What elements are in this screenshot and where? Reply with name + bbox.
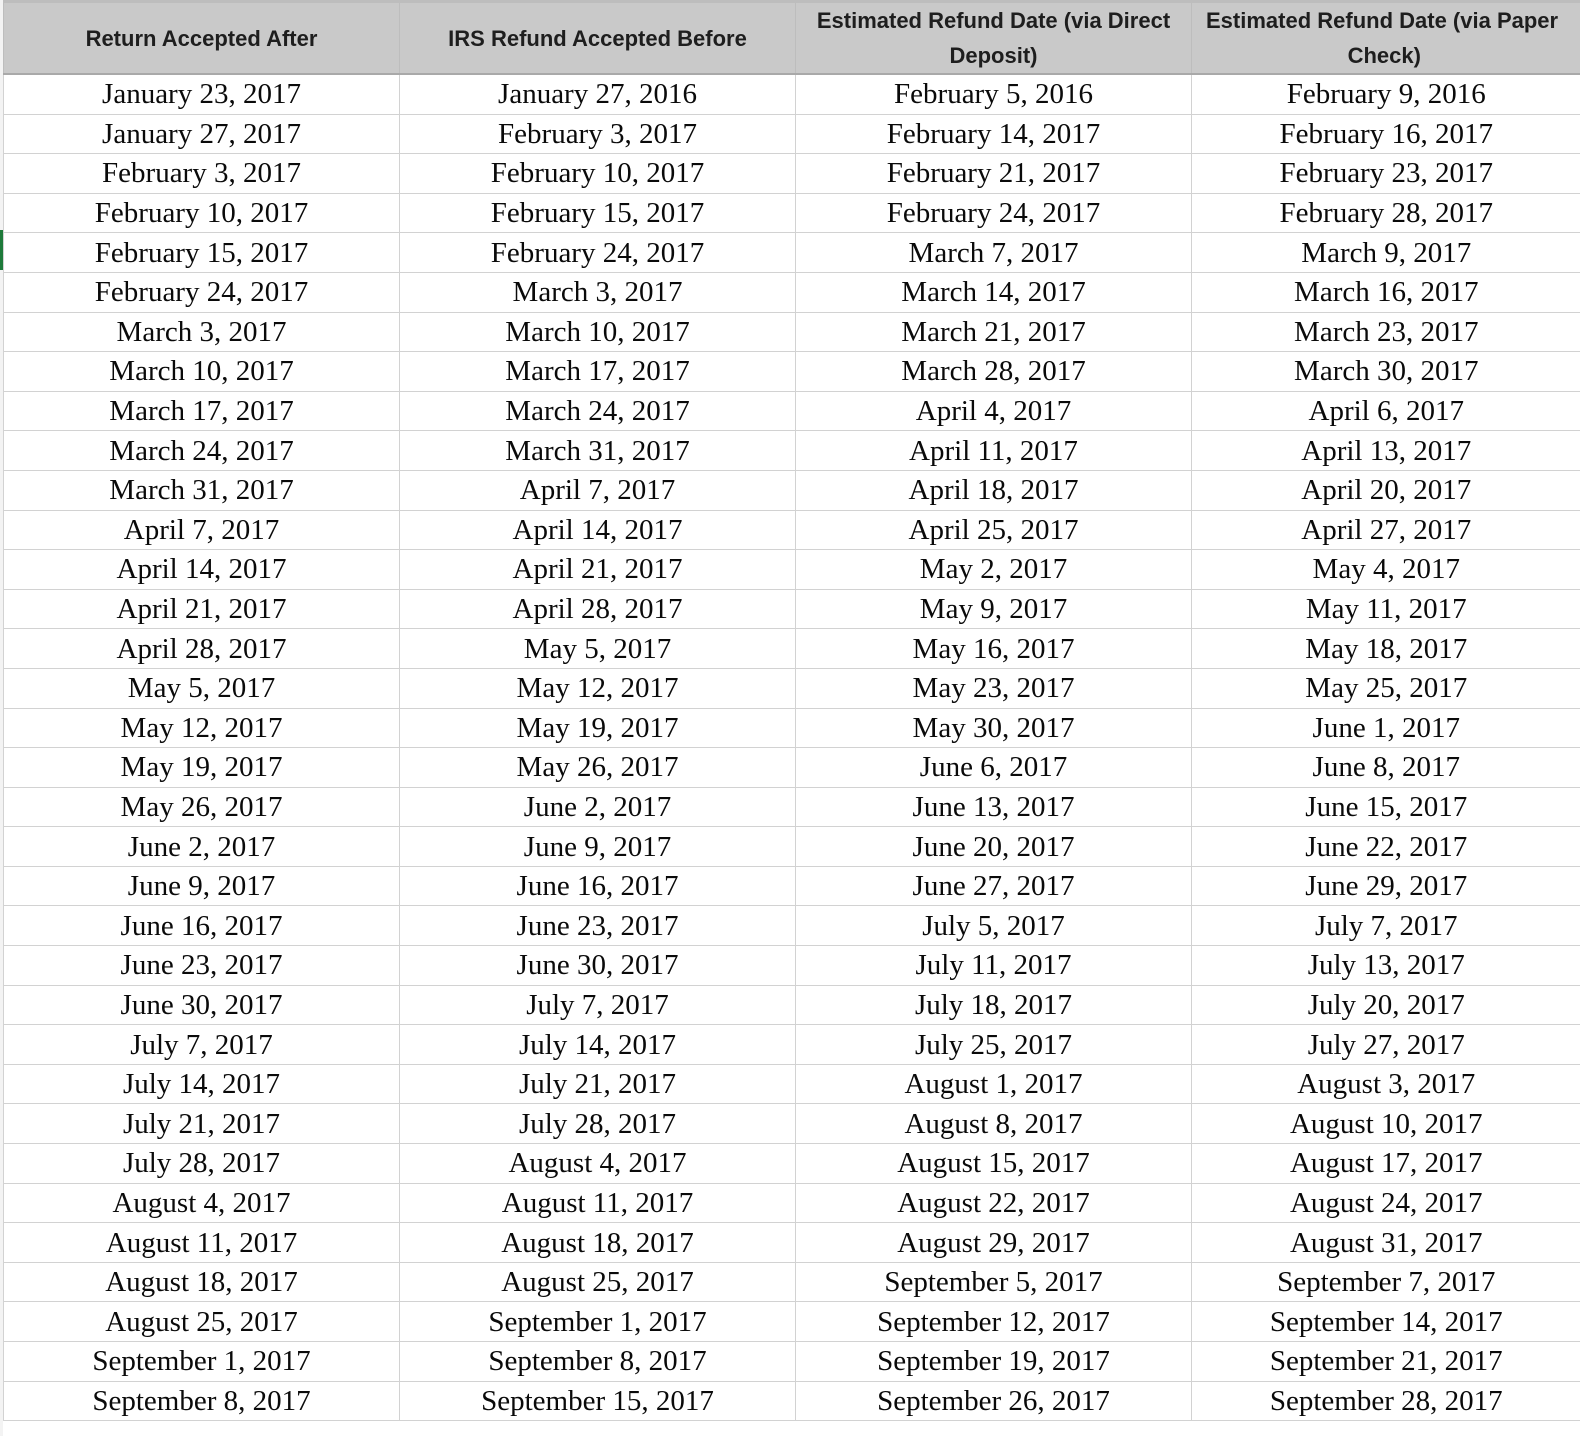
cell-irs-refund-accepted-before[interactable]: March 3, 2017 [400,272,796,312]
cell-return-accepted-after[interactable]: June 9, 2017 [4,866,400,906]
cell-direct-deposit-date[interactable]: September 26, 2017 [796,1381,1192,1421]
cell-direct-deposit-date[interactable]: May 30, 2017 [796,708,1192,748]
cell-paper-check-date[interactable]: August 3, 2017 [1192,1064,1580,1104]
cell-return-accepted-after[interactable]: April 21, 2017 [4,589,400,629]
cell-irs-refund-accepted-before[interactable]: February 10, 2017 [400,154,796,194]
table-row [4,1144,1580,1184]
cell-return-accepted-after[interactable]: July 14, 2017 [4,1064,400,1104]
cell-paper-check-date[interactable]: September 7, 2017 [1192,1262,1580,1302]
cell-paper-check-date[interactable]: July 27, 2017 [1192,1025,1580,1065]
cell-direct-deposit-date[interactable]: September 12, 2017 [796,1302,1192,1342]
table-row [4,1183,1580,1223]
cell-paper-check-date[interactable]: April 20, 2017 [1192,470,1580,510]
cell-return-accepted-after[interactable]: March 17, 2017 [4,391,400,431]
table-row [4,906,1580,946]
cell-paper-check-date[interactable]: March 23, 2017 [1192,312,1580,352]
cell-irs-refund-accepted-before[interactable]: August 18, 2017 [400,1223,796,1263]
table-row [4,866,1580,906]
cell-irs-refund-accepted-before[interactable]: February 24, 2017 [400,233,796,273]
cell-paper-check-date[interactable]: June 22, 2017 [1192,827,1580,867]
cell-return-accepted-after[interactable]: April 14, 2017 [4,550,400,590]
cell-irs-refund-accepted-before[interactable]: July 28, 2017 [400,1104,796,1144]
cell-direct-deposit-date[interactable]: August 1, 2017 [796,1064,1192,1104]
cell-return-accepted-after[interactable]: August 25, 2017 [4,1302,400,1342]
cell-return-accepted-after[interactable]: February 3, 2017 [4,154,400,194]
table-row [4,589,1580,629]
table-row [4,233,1580,273]
cell-irs-refund-accepted-before[interactable]: April 28, 2017 [400,589,796,629]
cell-direct-deposit-date[interactable]: February 24, 2017 [796,193,1192,233]
cell-direct-deposit-date[interactable]: May 9, 2017 [796,589,1192,629]
cell-irs-refund-accepted-before[interactable]: May 26, 2017 [400,748,796,788]
cell-paper-check-date[interactable]: May 4, 2017 [1192,550,1580,590]
cell-irs-refund-accepted-before[interactable]: June 9, 2017 [400,827,796,867]
table-row [4,1064,1580,1104]
header-paper-check-line1: Estimated Refund Date (via Paper [1206,8,1559,33]
cell-return-accepted-after[interactable]: September 8, 2017 [4,1381,400,1421]
cell-irs-refund-accepted-before[interactable]: September 1, 2017 [400,1302,796,1342]
cell-paper-check-date[interactable]: June 29, 2017 [1192,866,1580,906]
table-row [4,1342,1580,1382]
cell-paper-check-date[interactable]: August 24, 2017 [1192,1183,1580,1223]
cell-return-accepted-after[interactable]: June 30, 2017 [4,985,400,1025]
cell-paper-check-date[interactable]: August 10, 2017 [1192,1104,1580,1144]
cell-irs-refund-accepted-before[interactable]: June 2, 2017 [400,787,796,827]
header-direct-deposit-line2: Deposit) [949,43,1038,68]
table-row [4,193,1580,233]
cell-return-accepted-after[interactable]: May 5, 2017 [4,668,400,708]
cell-return-accepted-after[interactable]: May 12, 2017 [4,708,400,748]
cell-paper-check-date[interactable]: May 25, 2017 [1192,668,1580,708]
cell-return-accepted-after[interactable]: March 10, 2017 [4,352,400,392]
cell-direct-deposit-date[interactable]: July 25, 2017 [796,1025,1192,1065]
table-row [4,629,1580,669]
cell-paper-check-date[interactable]: February 23, 2017 [1192,154,1580,194]
cell-direct-deposit-date[interactable]: April 11, 2017 [796,431,1192,471]
table-row [4,114,1580,154]
cell-irs-refund-accepted-before[interactable]: August 11, 2017 [400,1183,796,1223]
table-row [4,312,1580,352]
cell-irs-refund-accepted-before[interactable]: July 21, 2017 [400,1064,796,1104]
cell-return-accepted-after[interactable]: June 2, 2017 [4,827,400,867]
cell-irs-refund-accepted-before[interactable]: August 25, 2017 [400,1262,796,1302]
cell-irs-refund-accepted-before[interactable]: April 7, 2017 [400,470,796,510]
table-row [4,946,1580,986]
cell-direct-deposit-date[interactable]: February 21, 2017 [796,154,1192,194]
table-row [4,74,1580,114]
cell-direct-deposit-date[interactable]: March 7, 2017 [796,233,1192,273]
cell-direct-deposit-date[interactable]: April 25, 2017 [796,510,1192,550]
cell-irs-refund-accepted-before[interactable]: May 5, 2017 [400,629,796,669]
header-paper-check-line2: Check) [1347,43,1421,68]
cell-paper-check-date[interactable]: July 20, 2017 [1192,985,1580,1025]
cell-return-accepted-after[interactable]: July 28, 2017 [4,1144,400,1184]
table-row [4,550,1580,590]
cell-direct-deposit-date[interactable]: June 13, 2017 [796,787,1192,827]
cell-paper-check-date[interactable]: February 16, 2017 [1192,114,1580,154]
cell-direct-deposit-date[interactable]: March 28, 2017 [796,352,1192,392]
table-header [4,3,1580,75]
cell-return-accepted-after[interactable]: January 27, 2017 [4,114,400,154]
header-irs-refund-accepted-before[interactable]: IRS Refund Accepted Before [400,3,796,75]
table-row [4,272,1580,312]
cell-direct-deposit-date[interactable]: July 11, 2017 [796,946,1192,986]
cell-paper-check-date[interactable]: September 21, 2017 [1192,1342,1580,1382]
cell-paper-check-date[interactable]: August 31, 2017 [1192,1223,1580,1263]
table-row [4,827,1580,867]
table-row [4,787,1580,827]
cell-irs-refund-accepted-before[interactable]: August 4, 2017 [400,1144,796,1184]
table-row [4,748,1580,788]
cell-return-accepted-after[interactable]: April 28, 2017 [4,629,400,669]
header-direct-deposit-line1: Estimated Refund Date (via Direct [816,8,1171,33]
cell-paper-check-date[interactable]: April 27, 2017 [1192,510,1580,550]
cell-direct-deposit-date[interactable]: June 6, 2017 [796,748,1192,788]
cell-direct-deposit-date[interactable]: June 27, 2017 [796,866,1192,906]
cell-irs-refund-accepted-before[interactable]: June 30, 2017 [400,946,796,986]
header-return-accepted-after[interactable]: Return Accepted After [4,3,400,75]
cell-return-accepted-after[interactable]: June 23, 2017 [4,946,400,986]
header-estimated-refund-paper-check[interactable] [1192,3,1580,75]
cell-irs-refund-accepted-before[interactable]: April 14, 2017 [400,510,796,550]
cell-irs-refund-accepted-before[interactable]: January 27, 2016 [400,74,796,114]
cell-direct-deposit-date[interactable]: August 29, 2017 [796,1223,1192,1263]
cell-direct-deposit-date[interactable]: May 2, 2017 [796,550,1192,590]
table-row [4,1262,1580,1302]
cell-direct-deposit-date[interactable]: April 18, 2017 [796,470,1192,510]
cell-irs-refund-accepted-before[interactable]: March 17, 2017 [400,352,796,392]
cell-paper-check-date[interactable]: September 28, 2017 [1192,1381,1580,1421]
table-row [4,1223,1580,1263]
cell-irs-refund-accepted-before[interactable]: July 7, 2017 [400,985,796,1025]
cell-paper-check-date[interactable]: February 9, 2016 [1192,74,1580,114]
cell-paper-check-date[interactable]: March 30, 2017 [1192,352,1580,392]
cell-paper-check-date[interactable]: April 13, 2017 [1192,431,1580,471]
cell-paper-check-date[interactable]: August 17, 2017 [1192,1144,1580,1184]
table-body [4,74,1580,1421]
table-row [4,431,1580,471]
table-row [4,708,1580,748]
table-row [4,1381,1580,1421]
cell-direct-deposit-date[interactable]: July 5, 2017 [796,906,1192,946]
header-row [4,3,1580,75]
cell-irs-refund-accepted-before[interactable]: July 14, 2017 [400,1025,796,1065]
cell-return-accepted-after[interactable]: July 7, 2017 [4,1025,400,1065]
cell-irs-refund-accepted-before[interactable]: June 23, 2017 [400,906,796,946]
cell-irs-refund-accepted-before[interactable]: September 8, 2017 [400,1342,796,1382]
cell-irs-refund-accepted-before[interactable]: March 10, 2017 [400,312,796,352]
cell-return-accepted-after[interactable]: February 15, 2017 [4,233,400,273]
table-row [4,154,1580,194]
cell-irs-refund-accepted-before[interactable]: March 31, 2017 [400,431,796,471]
cell-direct-deposit-date[interactable]: February 14, 2017 [796,114,1192,154]
cell-direct-deposit-date[interactable]: September 5, 2017 [796,1262,1192,1302]
cell-paper-check-date[interactable]: March 9, 2017 [1192,233,1580,273]
cell-direct-deposit-date[interactable]: May 16, 2017 [796,629,1192,669]
cell-return-accepted-after[interactable]: August 4, 2017 [4,1183,400,1223]
cell-return-accepted-after[interactable]: March 31, 2017 [4,470,400,510]
cell-return-accepted-after[interactable]: May 26, 2017 [4,787,400,827]
cell-paper-check-date[interactable]: July 13, 2017 [1192,946,1580,986]
cell-irs-refund-accepted-before[interactable]: May 12, 2017 [400,668,796,708]
cell-paper-check-date[interactable]: June 1, 2017 [1192,708,1580,748]
cell-return-accepted-after[interactable]: July 21, 2017 [4,1104,400,1144]
cell-direct-deposit-date[interactable]: June 20, 2017 [796,827,1192,867]
cell-direct-deposit-date[interactable]: March 21, 2017 [796,312,1192,352]
cell-direct-deposit-date[interactable]: August 22, 2017 [796,1183,1192,1223]
cell-return-accepted-after[interactable]: March 24, 2017 [4,431,400,471]
cell-return-accepted-after[interactable]: September 1, 2017 [4,1342,400,1382]
cell-return-accepted-after[interactable]: August 18, 2017 [4,1262,400,1302]
table-row [4,1025,1580,1065]
cell-irs-refund-accepted-before[interactable]: September 15, 2017 [400,1381,796,1421]
cell-return-accepted-after[interactable]: May 19, 2017 [4,748,400,788]
cell-direct-deposit-date[interactable]: September 19, 2017 [796,1342,1192,1382]
cell-paper-check-date[interactable]: February 28, 2017 [1192,193,1580,233]
cell-return-accepted-after[interactable]: February 24, 2017 [4,272,400,312]
table-row [4,352,1580,392]
table-row [4,1302,1580,1342]
table-row [4,470,1580,510]
cell-direct-deposit-date[interactable]: August 8, 2017 [796,1104,1192,1144]
cell-paper-check-date[interactable]: May 18, 2017 [1192,629,1580,669]
cell-direct-deposit-date[interactable]: February 5, 2016 [796,74,1192,114]
cell-irs-refund-accepted-before[interactable]: April 21, 2017 [400,550,796,590]
cell-paper-check-date[interactable]: June 15, 2017 [1192,787,1580,827]
cell-direct-deposit-date[interactable]: May 23, 2017 [796,668,1192,708]
refund-schedule-table [3,2,1580,1421]
cell-irs-refund-accepted-before[interactable]: February 3, 2017 [400,114,796,154]
cell-paper-check-date[interactable]: May 11, 2017 [1192,589,1580,629]
table-row [4,668,1580,708]
table-row [4,391,1580,431]
header-estimated-refund-direct-deposit[interactable] [796,3,1192,75]
cell-paper-check-date[interactable]: June 8, 2017 [1192,748,1580,788]
cell-return-accepted-after[interactable]: August 11, 2017 [4,1223,400,1263]
cell-paper-check-date[interactable]: April 6, 2017 [1192,391,1580,431]
cell-direct-deposit-date[interactable]: April 4, 2017 [796,391,1192,431]
cell-direct-deposit-date[interactable]: August 15, 2017 [796,1144,1192,1184]
cell-irs-refund-accepted-before[interactable]: March 24, 2017 [400,391,796,431]
table-row [4,1104,1580,1144]
cell-irs-refund-accepted-before[interactable]: February 15, 2017 [400,193,796,233]
cell-direct-deposit-date[interactable]: July 18, 2017 [796,985,1192,1025]
cell-return-accepted-after[interactable]: June 16, 2017 [4,906,400,946]
cell-direct-deposit-date[interactable]: March 14, 2017 [796,272,1192,312]
table-row [4,510,1580,550]
cell-return-accepted-after[interactable]: April 7, 2017 [4,510,400,550]
cell-return-accepted-after[interactable]: March 3, 2017 [4,312,400,352]
cell-return-accepted-after[interactable]: February 10, 2017 [4,193,400,233]
cell-paper-check-date[interactable]: March 16, 2017 [1192,272,1580,312]
table-row [4,985,1580,1025]
cell-paper-check-date[interactable]: July 7, 2017 [1192,906,1580,946]
cell-irs-refund-accepted-before[interactable]: May 19, 2017 [400,708,796,748]
cell-irs-refund-accepted-before[interactable]: June 16, 2017 [400,866,796,906]
cell-paper-check-date[interactable]: September 14, 2017 [1192,1302,1580,1342]
cell-return-accepted-after[interactable]: January 23, 2017 [4,74,400,114]
